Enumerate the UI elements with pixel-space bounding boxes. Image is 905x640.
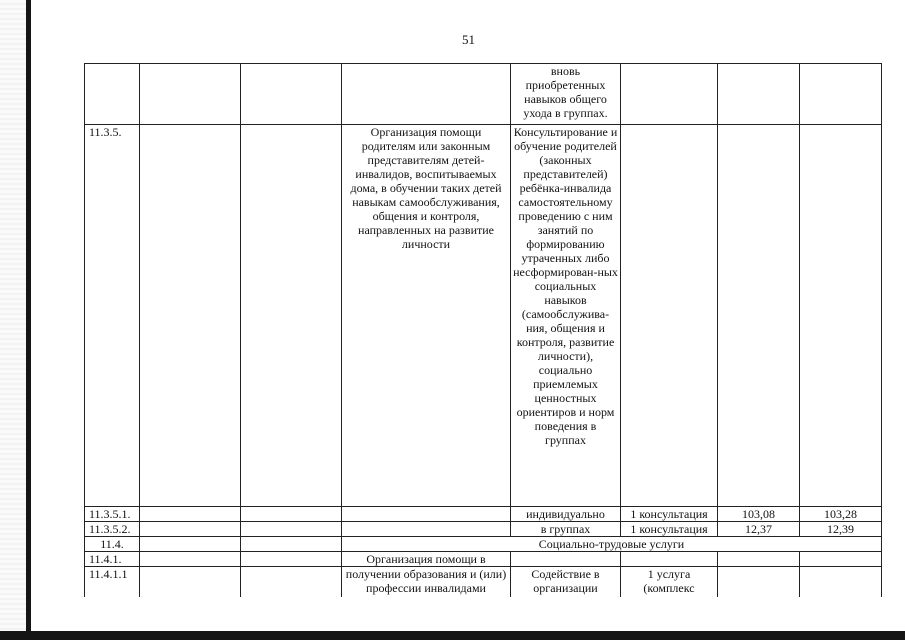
price-cell (800, 567, 882, 597)
service-cell (342, 64, 511, 125)
empty-cell (241, 537, 342, 552)
empty-cell (241, 522, 342, 537)
price-cell (800, 64, 882, 125)
empty-cell (241, 125, 342, 507)
price-cell (718, 552, 800, 567)
empty-cell (140, 552, 241, 567)
scan-left-edge (0, 0, 28, 640)
table-row (85, 567, 882, 597)
service-cell: Организация помощи в (342, 552, 511, 567)
price-cell: 103,08 (718, 507, 800, 522)
service-cell (342, 522, 511, 537)
content-cell: индивидуально (511, 507, 621, 522)
code-cell: 11.3.5. (85, 125, 140, 507)
service-cell (342, 507, 511, 522)
table-row (85, 522, 882, 537)
empty-cell (140, 522, 241, 537)
page-number: 51 (462, 32, 475, 47)
section-heading: Социально-трудовые услуги (342, 537, 882, 552)
scan-bottom-edge (0, 631, 905, 640)
empty-cell (241, 567, 342, 597)
code-cell: 11.3.5.2. (85, 522, 140, 537)
unit-cell: 1 услуга (комплекс (621, 567, 718, 597)
empty-cell (241, 507, 342, 522)
tariff-table (84, 63, 882, 597)
empty-cell (140, 537, 241, 552)
code-cell: 11.4.1. (85, 552, 140, 567)
code-cell: 11.3.5.1. (85, 507, 140, 522)
price-cell: 12,39 (800, 522, 882, 537)
table-row (85, 125, 882, 507)
empty-cell (241, 64, 342, 125)
content-cell (511, 552, 621, 567)
unit-cell (621, 125, 718, 507)
price-cell (718, 125, 800, 507)
content-cell: Содействие в организации (511, 567, 621, 597)
content-cell: вновь приобретенных навыков общего ухода в группах. (511, 64, 621, 125)
code-cell: 11.4.1.1 (85, 567, 140, 597)
code-cell (85, 64, 140, 125)
price-cell (718, 567, 800, 597)
empty-cell (140, 125, 241, 507)
price-cell: 103,28 (800, 507, 882, 522)
table-row (85, 552, 882, 567)
empty-cell (140, 567, 241, 597)
empty-cell (140, 64, 241, 125)
service-cell: получении образования и (или) профессии инвалидами (342, 567, 511, 597)
content-cell: в группах (511, 522, 621, 537)
price-cell (800, 125, 882, 507)
price-cell: 12,37 (718, 522, 800, 537)
table-row (85, 537, 882, 552)
empty-cell (140, 507, 241, 522)
unit-cell (621, 64, 718, 125)
price-cell (718, 64, 800, 125)
table-row (85, 64, 882, 125)
table-row (85, 507, 882, 522)
price-cell (800, 552, 882, 567)
unit-cell: 1 консультация (621, 507, 718, 522)
unit-cell: 1 консультация (621, 522, 718, 537)
service-cell: Организация помощи родителям или законным представителям детей-инвалидов, воспитываемых дома, в обучении таких детей навыкам самообслуживания, общения и контроля, направленных на развитие личности (342, 125, 511, 507)
code-cell: 11.4. (85, 537, 140, 552)
content-cell: Консультирование и обучение родителей (законных представителей) ребёнка-инвалида самостоятельному проведению с ним занятий по формированию утраченных либо несформирован-ных социальных навыков (самообслужива-ния, общения и контроля, развитие личности), социально приемлемых ценностных ориентиров и норм поведения в группах (511, 125, 621, 507)
unit-cell (621, 552, 718, 567)
empty-cell (241, 552, 342, 567)
